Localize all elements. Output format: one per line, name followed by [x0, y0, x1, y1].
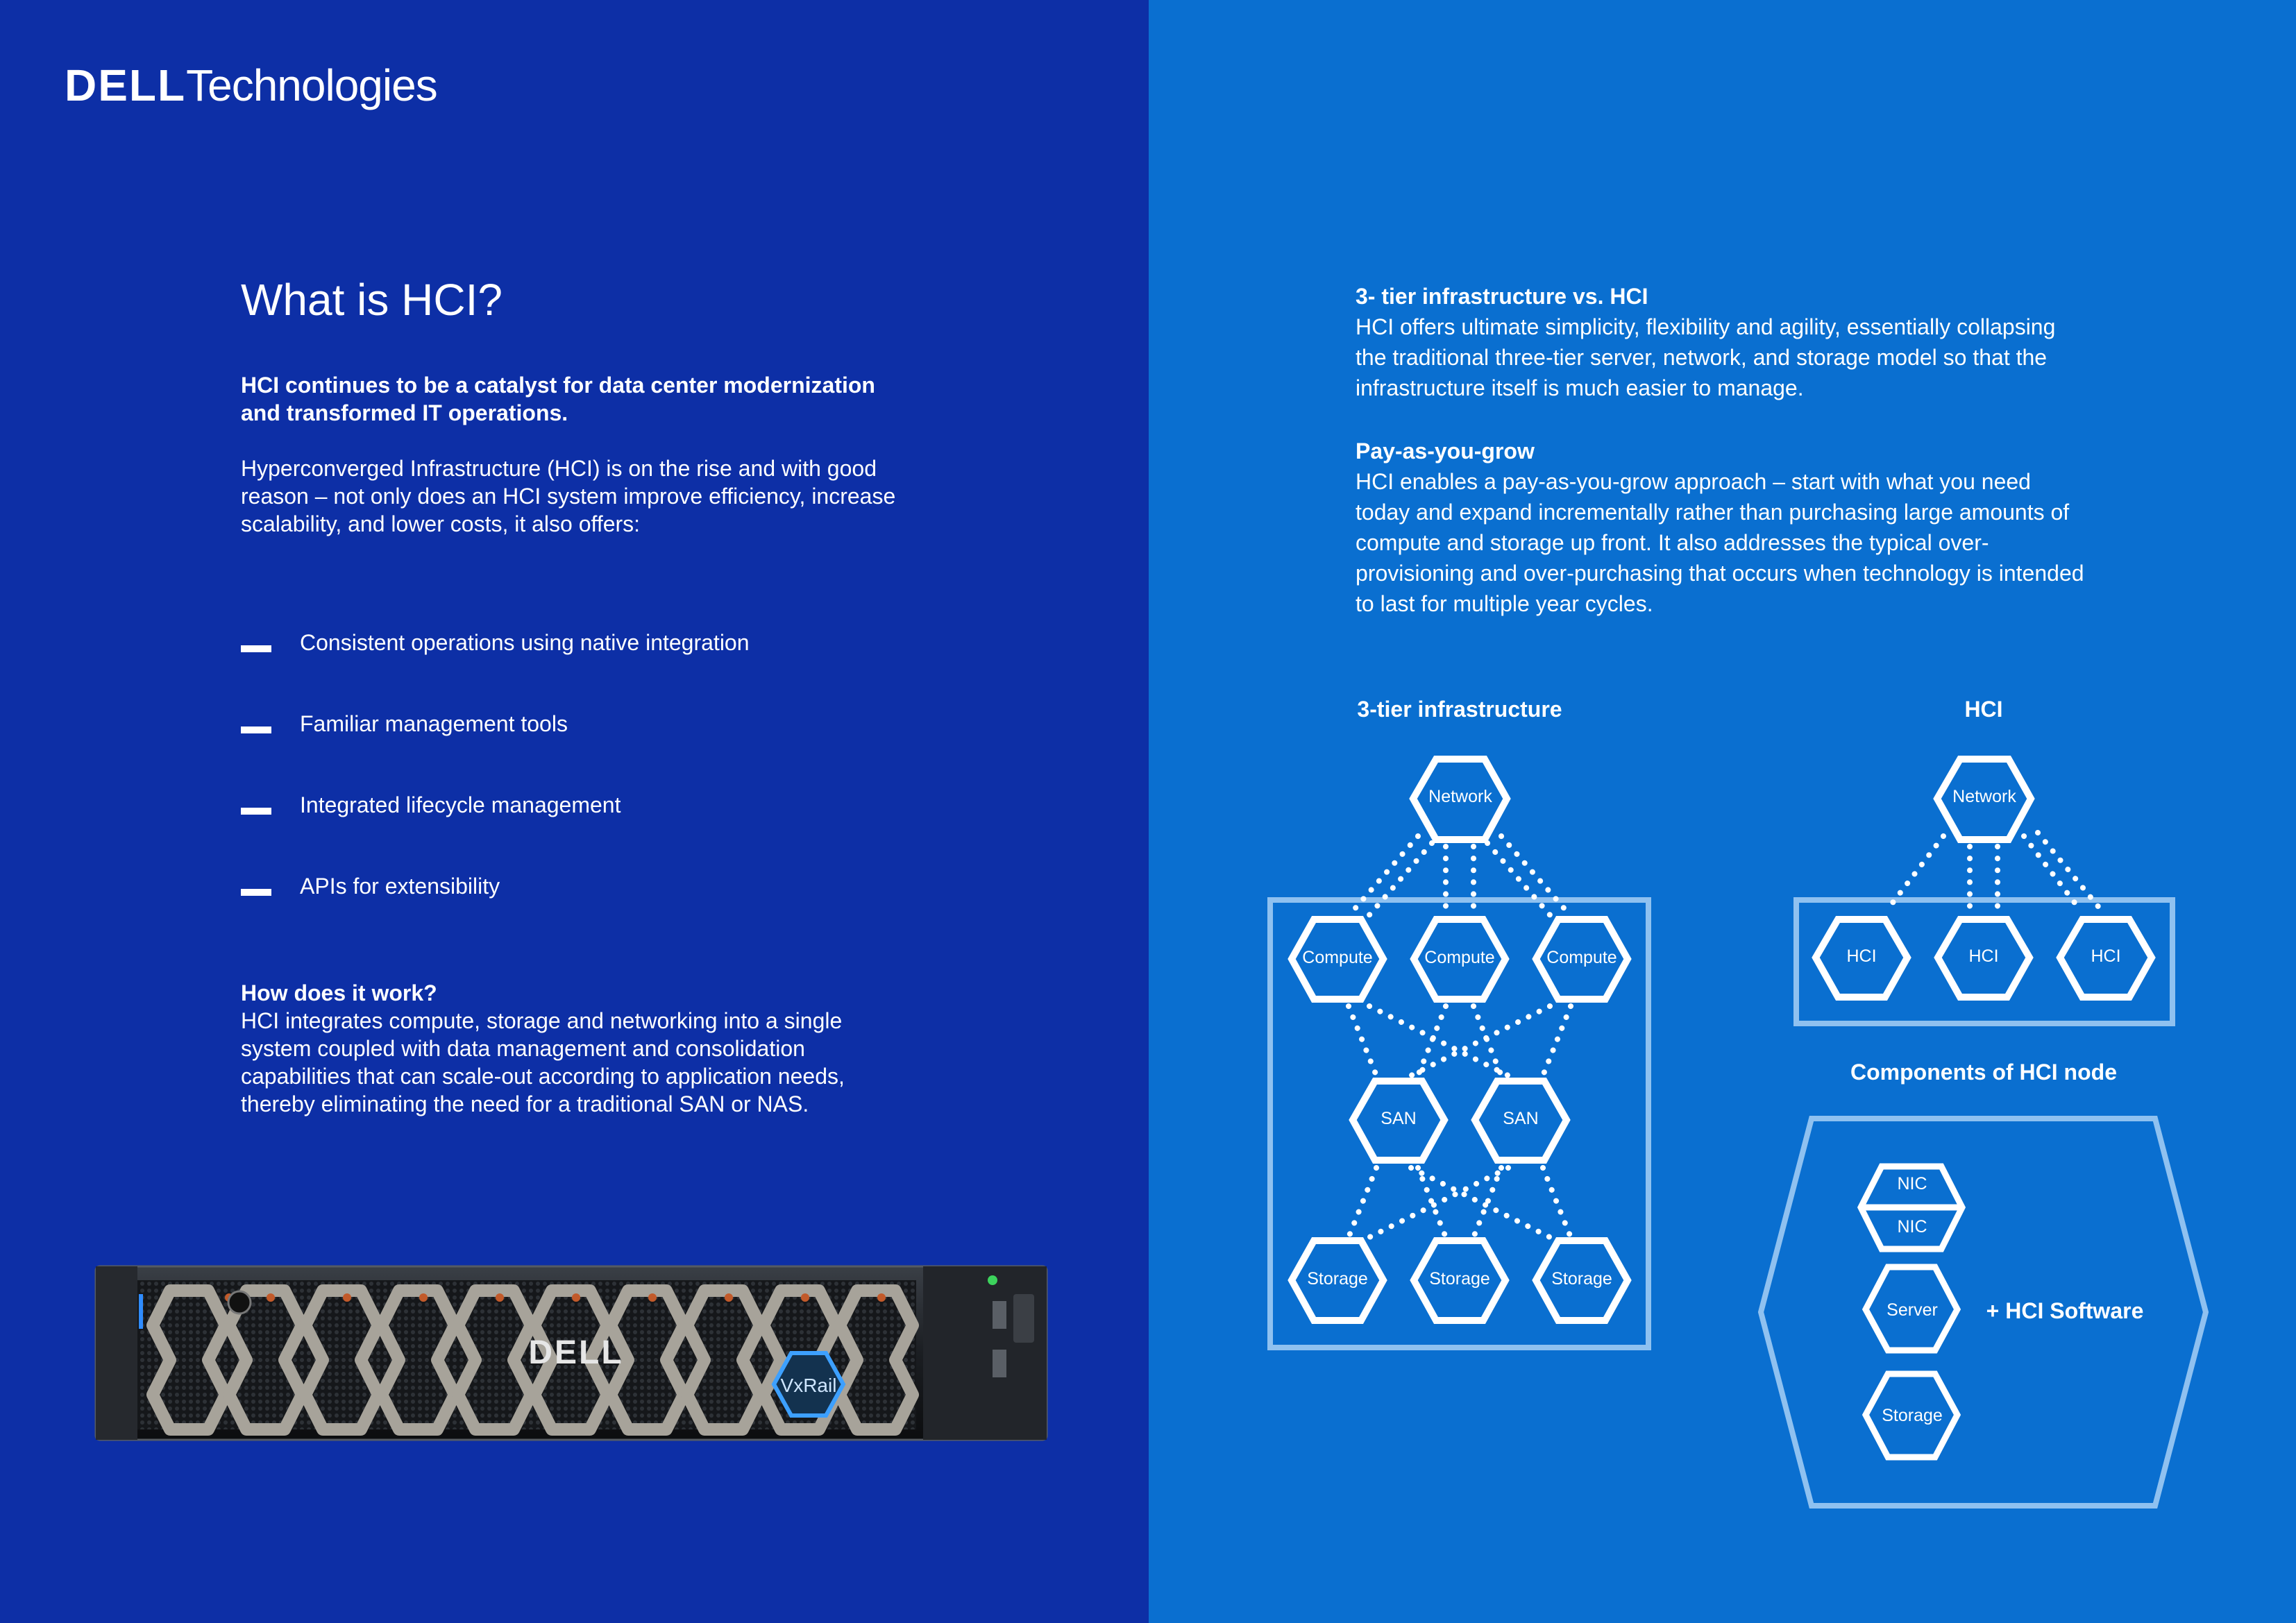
hci-label: HCI — [1846, 946, 1877, 966]
hci-label: HCI — [1968, 946, 1999, 966]
benefit-text: Familiar management tools — [300, 711, 568, 736]
components-title: Components of HCI node — [1850, 1060, 2117, 1085]
server-label: Server — [1886, 1300, 1938, 1320]
page-title: What is HCI? — [241, 275, 503, 325]
section-text: HCI offers ultimate simplicity, flexibility and agility, essentially collapsing the traditional three-tier server, network, and storage model so that the infrastructure itself is much easier to manage. — [1356, 314, 2056, 400]
storage-label: Storage — [1307, 1269, 1368, 1289]
three-tier-title: 3-tier infrastructure — [1357, 697, 1562, 722]
benefit-text: Consistent operations using native integration — [300, 630, 750, 655]
section-text: HCI enables a pay-as-you-grow approach – start with what you need today and expand incrementally rather than purchasing large amounts of compute and storage up front. It also addresses the typical over-provisioning and over-purchasing that occurs when technology is intended to last for multiple year cycles. — [1356, 469, 2084, 616]
hci-title: HCI — [1964, 697, 2003, 722]
benefit-text: Integrated lifecycle management — [300, 792, 621, 817]
storage-label: Storage — [1551, 1269, 1612, 1289]
san-label: SAN — [1503, 1109, 1539, 1128]
lead-paragraph: HCI continues to be a catalyst for data center modernization and transformed IT operations. — [241, 373, 875, 425]
network-label: Network — [1428, 787, 1492, 806]
storage-label: Storage — [1429, 1269, 1490, 1289]
intro-paragraph: Hyperconverged Infrastructure (HCI) is on the rise and with good reason – not only does an HCI system improve efficiency, increase scalability, and lower costs, it also offers: — [241, 456, 896, 536]
storage-label: Storage — [1882, 1406, 1943, 1425]
connection-lines — [1349, 833, 2100, 1237]
san-label: SAN — [1381, 1109, 1417, 1128]
hci-software-label: + HCI Software — [1986, 1298, 2144, 1323]
how-text: HCI integrates compute, storage and networking into a single system coupled with data management and consolidation capabilities that can scale-out according to application needs, thereby eliminating the need for a traditional SAN or NAS. — [241, 1008, 845, 1116]
server-dell-logo: DELL — [528, 1334, 624, 1371]
network-label: Network — [1952, 787, 2016, 806]
how-heading: How does it work? — [241, 980, 437, 1005]
section-heading: 3- tier infrastructure vs. HCI — [1356, 284, 1648, 309]
logo-technologies: Technologies — [186, 60, 437, 110]
nic-label: NIC — [1897, 1217, 1927, 1237]
logo-dell: DELL — [65, 60, 187, 110]
compute-label: Compute — [1546, 948, 1617, 967]
compute-label: Compute — [1424, 948, 1495, 967]
compute-label: Compute — [1302, 948, 1373, 967]
benefit-text: APIs for extensibility — [300, 874, 500, 899]
nic-label: NIC — [1897, 1174, 1927, 1193]
hci-label: HCI — [2091, 946, 2121, 966]
vxrail-badge: VxRail — [780, 1375, 837, 1396]
section-heading: Pay-as-you-grow — [1356, 439, 1535, 464]
